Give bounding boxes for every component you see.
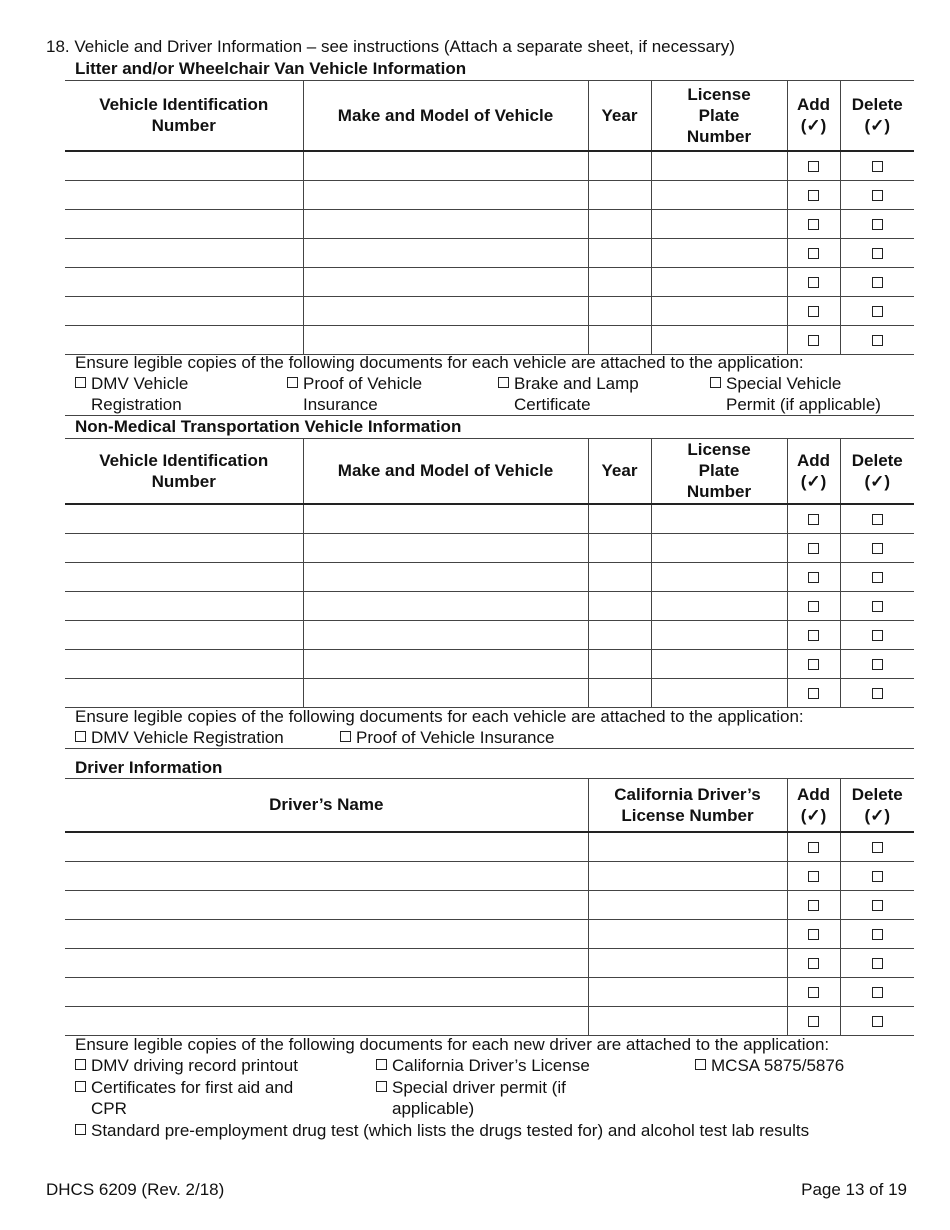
col-year: Year [588,81,651,151]
nmt-header-row [65,439,914,504]
doc-special-driver-permit[interactable] [376,1077,566,1119]
checkbox[interactable] [75,1081,86,1092]
add-checkbox[interactable] [808,190,819,201]
entry-cell[interactable] [588,832,787,862]
entry-cell[interactable] [651,678,787,707]
delete-checkbox-cell [840,533,914,562]
add-checkbox[interactable] [808,630,819,641]
doc-special-vehicle-permit[interactable] [710,373,881,415]
delete-checkbox[interactable] [872,987,883,998]
doc-label-line2: CPR [91,1099,127,1118]
entry-cell[interactable] [65,151,303,181]
add-checkbox-cell [787,890,840,919]
col-delete-label: Delete [851,95,903,115]
checkbox[interactable] [376,1059,387,1070]
col-plate: License Plate Number [651,439,787,504]
driver-table [65,778,914,1036]
table-row [65,151,914,181]
delete-checkbox[interactable] [872,601,883,612]
add-checkbox-cell [787,151,840,181]
delete-checkbox-cell [840,861,914,890]
add-checkbox-cell [787,1006,840,1035]
add-checkbox[interactable] [808,572,819,583]
delete-checkbox[interactable] [872,161,883,172]
add-checkbox[interactable] [808,248,819,259]
col-year: Year [588,439,651,504]
delete-checkbox[interactable] [872,842,883,853]
col-vin: Vehicle Identification Number [65,81,303,151]
entry-cell[interactable] [303,562,588,591]
table-row [65,649,914,678]
doc-label-line1: Brake and Lamp [514,374,639,393]
delete-checkbox-cell [840,238,914,267]
delete-checkbox[interactable] [872,900,883,911]
delete-checkbox[interactable] [872,335,883,346]
doc-drug-alcohol-test[interactable] [75,1120,809,1141]
doc-label: MCSA 5875/5876 [711,1056,845,1075]
col-delete [840,81,914,151]
delete-checkbox-cell [840,267,914,296]
col-add-label: Add [796,450,831,470]
add-checkbox-cell [787,832,840,862]
doc-label: California Driver’s License [392,1056,590,1075]
add-checkbox[interactable] [808,219,819,230]
delete-checkbox-cell [840,1006,914,1035]
table-row [65,325,914,354]
entry-cell[interactable] [303,620,588,649]
entry-cell[interactable] [651,620,787,649]
nmt-heading: Non-Medical Transportation Vehicle Information [75,417,462,436]
checkbox[interactable] [340,731,351,742]
entry-cell[interactable] [588,977,787,1006]
entry-cell[interactable] [651,325,787,354]
add-checkbox[interactable] [808,335,819,346]
table-row [65,977,914,1006]
col-delete [840,439,914,504]
delete-checkbox[interactable] [872,958,883,969]
entry-cell[interactable] [588,238,651,267]
delete-checkbox-cell [840,180,914,209]
delete-checkbox[interactable] [872,543,883,554]
doc-label-line1: Certificates for first aid and [91,1078,294,1097]
entry-cell[interactable] [65,832,588,862]
entry-cell[interactable] [303,267,588,296]
page-number: Page 13 of 19 [801,1180,907,1199]
add-checkbox-cell [787,209,840,238]
doc-brake-lamp-certificate[interactable] [498,373,639,415]
entry-cell[interactable] [303,325,588,354]
entry-cell[interactable] [651,267,787,296]
entry-cell[interactable] [588,180,651,209]
add-checkbox-cell [787,620,840,649]
checkbox[interactable] [695,1059,706,1070]
doc-label-line1: Proof of Vehicle [303,374,423,393]
entry-cell[interactable] [65,209,303,238]
add-checkbox-cell [787,238,840,267]
entry-cell[interactable] [588,267,651,296]
divider [65,748,914,749]
doc-label-line1: DMV Vehicle [91,374,189,393]
entry-cell[interactable] [651,591,787,620]
col-delete-label: Delete [851,450,903,470]
entry-cell[interactable] [588,325,651,354]
add-checkbox-cell [787,296,840,325]
litter-vehicle-table [65,80,914,355]
add-checkbox[interactable] [808,514,819,525]
table-row [65,504,914,534]
table-row [65,919,914,948]
entry-cell[interactable] [588,504,651,534]
entry-cell[interactable] [303,180,588,209]
table-row [65,832,914,862]
litter-heading: Litter and/or Wheelchair Van Vehicle Information [75,59,467,78]
table-row [65,180,914,209]
table-row [65,267,914,296]
entry-cell[interactable] [303,591,588,620]
table-row [65,238,914,267]
add-checkbox[interactable] [808,543,819,554]
entry-cell[interactable] [588,890,787,919]
add-checkbox-cell [787,678,840,707]
table-row [65,562,914,591]
entry-cell[interactable] [651,562,787,591]
section-title: 18. Vehicle and Driver Information – see instructions (Attach a separate sheet, if necessary) [46,37,735,56]
col-add-check: (✓) [800,471,827,491]
nmt-vehicle-table [65,438,914,708]
col-add-check: (✓) [800,805,827,825]
col-delete-label: Delete [851,784,903,804]
checkbox[interactable] [75,731,86,742]
entry-cell[interactable] [65,890,588,919]
add-checkbox-cell [787,267,840,296]
entry-cell[interactable] [65,649,303,678]
entry-cell[interactable] [588,948,787,977]
delete-checkbox-cell [840,296,914,325]
entry-cell[interactable] [588,533,651,562]
add-checkbox-cell [787,591,840,620]
entry-cell[interactable] [303,504,588,534]
entry-cell[interactable] [588,1006,787,1035]
col-license-number: California Driver’s License Number [588,779,787,832]
col-add [787,81,840,151]
add-checkbox[interactable] [808,987,819,998]
delete-checkbox-cell [840,504,914,534]
doc-label-line2: applicable) [392,1099,475,1118]
table-row [65,591,914,620]
col-add-label: Add [796,784,831,804]
checkbox[interactable] [75,377,86,388]
add-checkbox-cell [787,562,840,591]
col-add-check: (✓) [800,116,827,136]
add-checkbox[interactable] [808,900,819,911]
col-plate: License Plate Number [651,81,787,151]
add-checkbox[interactable] [808,161,819,172]
delete-checkbox-cell [840,832,914,862]
add-checkbox-cell [787,977,840,1006]
entry-cell[interactable] [65,267,303,296]
add-checkbox-cell [787,948,840,977]
doc-label: DMV driving record printout [91,1056,298,1075]
add-checkbox[interactable] [808,688,819,699]
delete-checkbox-cell [840,948,914,977]
entry-cell[interactable] [588,151,651,181]
entry-cell[interactable] [651,649,787,678]
entry-cell[interactable] [65,504,303,534]
delete-checkbox-cell [840,562,914,591]
entry-cell[interactable] [651,238,787,267]
col-add-label: Add [796,95,831,115]
entry-cell[interactable] [651,533,787,562]
table-row [65,678,914,707]
add-checkbox-cell [787,919,840,948]
entry-cell[interactable] [651,296,787,325]
doc-label-line2: Permit (if applicable) [726,395,881,414]
col-delete-check: (✓) [864,116,891,136]
checkbox[interactable] [75,1124,86,1135]
delete-checkbox[interactable] [872,248,883,259]
doc-dmv-driving-record[interactable] [75,1055,298,1076]
entry-cell[interactable] [303,296,588,325]
form-id: DHCS 6209 (Rev. 2/18) [46,1180,225,1199]
doc-label: Proof of Vehicle Insurance [356,728,555,747]
divider [65,415,914,416]
delete-checkbox[interactable] [872,1016,883,1027]
entry-cell[interactable] [651,151,787,181]
entry-cell[interactable] [65,919,588,948]
col-make-model: Make and Model of Vehicle [303,81,588,151]
doc-proof-of-insurance[interactable] [287,373,422,415]
delete-checkbox[interactable] [872,514,883,525]
entry-cell[interactable] [651,180,787,209]
delete-checkbox[interactable] [872,871,883,882]
col-delete-check: (✓) [864,805,891,825]
delete-checkbox-cell [840,919,914,948]
doc-california-license[interactable] [376,1055,590,1076]
checkbox[interactable] [287,377,298,388]
entry-cell[interactable] [303,238,588,267]
add-checkbox-cell [787,504,840,534]
entry-cell[interactable] [588,209,651,238]
delete-checkbox-cell [840,591,914,620]
add-checkbox[interactable] [808,871,819,882]
add-checkbox[interactable] [808,659,819,670]
col-delete-check: (✓) [864,471,891,491]
entry-cell[interactable] [588,861,787,890]
entry-cell[interactable] [303,678,588,707]
doc-mcsa[interactable] [695,1055,844,1076]
driver-heading: Driver Information [75,758,223,777]
entry-cell[interactable] [588,591,651,620]
entry-cell[interactable] [65,325,303,354]
entry-cell[interactable] [588,919,787,948]
col-add [787,439,840,504]
entry-cell[interactable] [588,620,651,649]
checkbox[interactable] [710,377,721,388]
entry-cell[interactable] [303,649,588,678]
delete-checkbox-cell [840,620,914,649]
delete-checkbox-cell [840,678,914,707]
doc-label-line1: Special driver permit (if [392,1078,566,1097]
doc-label-line2: Registration [91,395,182,414]
col-vin: Vehicle Identification Number [65,439,303,504]
delete-checkbox[interactable] [872,219,883,230]
add-checkbox-cell [787,861,840,890]
checkbox[interactable] [376,1081,387,1092]
entry-cell[interactable] [65,591,303,620]
delete-checkbox[interactable] [872,572,883,583]
col-driver-name: Driver’s Name [65,779,588,832]
add-checkbox[interactable] [808,958,819,969]
table-row [65,948,914,977]
delete-checkbox[interactable] [872,190,883,201]
doc-label: Standard pre-employment drug test (which lists the drugs tested for) and alcohol test lab results [91,1121,810,1140]
add-checkbox-cell [787,180,840,209]
entry-cell[interactable] [303,151,588,181]
delete-checkbox[interactable] [872,688,883,699]
table-row [65,861,914,890]
delete-checkbox-cell [840,209,914,238]
entry-cell[interactable] [588,296,651,325]
col-delete [840,779,914,832]
entry-cell[interactable] [65,238,303,267]
litter-doc-note: Ensure legible copies of the following documents for each vehicle are attached to the application: [75,353,804,372]
entry-cell[interactable] [303,533,588,562]
add-checkbox[interactable] [808,306,819,317]
entry-cell[interactable] [65,620,303,649]
entry-cell[interactable] [651,504,787,534]
add-checkbox[interactable] [808,601,819,612]
col-add [787,779,840,832]
add-checkbox[interactable] [808,1016,819,1027]
add-checkbox[interactable] [808,929,819,940]
add-checkbox-cell [787,325,840,354]
driver-doc-note: Ensure legible copies of the following documents for each new driver are attached to the application: [75,1035,830,1054]
add-checkbox-cell [787,649,840,678]
checkbox[interactable] [75,1059,86,1070]
entry-cell[interactable] [65,296,303,325]
entry-cell[interactable] [303,209,588,238]
delete-checkbox-cell [840,977,914,1006]
entry-cell[interactable] [588,678,651,707]
entry-cell[interactable] [588,562,651,591]
delete-checkbox[interactable] [872,306,883,317]
entry-cell[interactable] [65,948,588,977]
checkbox[interactable] [498,377,509,388]
delete-checkbox[interactable] [872,929,883,940]
doc-dmv-vehicle-registration[interactable] [75,727,284,748]
doc-first-aid-cpr[interactable] [75,1077,293,1119]
entry-cell[interactable] [65,977,588,1006]
doc-label: DMV Vehicle Registration [91,728,284,747]
delete-checkbox-cell [840,151,914,181]
add-checkbox[interactable] [808,277,819,288]
entry-cell[interactable] [588,649,651,678]
delete-checkbox[interactable] [872,277,883,288]
driver-header-row [65,779,914,832]
delete-checkbox[interactable] [872,659,883,670]
doc-label-line2: Insurance [303,395,378,414]
delete-checkbox-cell [840,890,914,919]
doc-label-line1: Special Vehicle [726,374,842,393]
delete-checkbox-cell [840,649,914,678]
delete-checkbox-cell [840,325,914,354]
entry-cell[interactable] [65,533,303,562]
table-row [65,296,914,325]
col-make-model: Make and Model of Vehicle [303,439,588,504]
table-row [65,209,914,238]
table-row [65,890,914,919]
doc-label-line2: Certificate [514,395,591,414]
add-checkbox-cell [787,533,840,562]
delete-checkbox[interactable] [872,630,883,641]
nmt-doc-note: Ensure legible copies of the following documents for each vehicle are attached to the application: [75,707,804,726]
entry-cell[interactable] [65,861,588,890]
doc-proof-of-insurance[interactable] [340,727,554,748]
doc-dmv-vehicle-registration[interactable] [75,373,188,415]
entry-cell[interactable] [651,209,787,238]
table-row [65,533,914,562]
litter-header-row [65,81,914,151]
entry-cell[interactable] [65,678,303,707]
entry-cell[interactable] [65,562,303,591]
entry-cell[interactable] [65,180,303,209]
table-row [65,620,914,649]
table-row [65,1006,914,1035]
entry-cell[interactable] [65,1006,588,1035]
add-checkbox[interactable] [808,842,819,853]
